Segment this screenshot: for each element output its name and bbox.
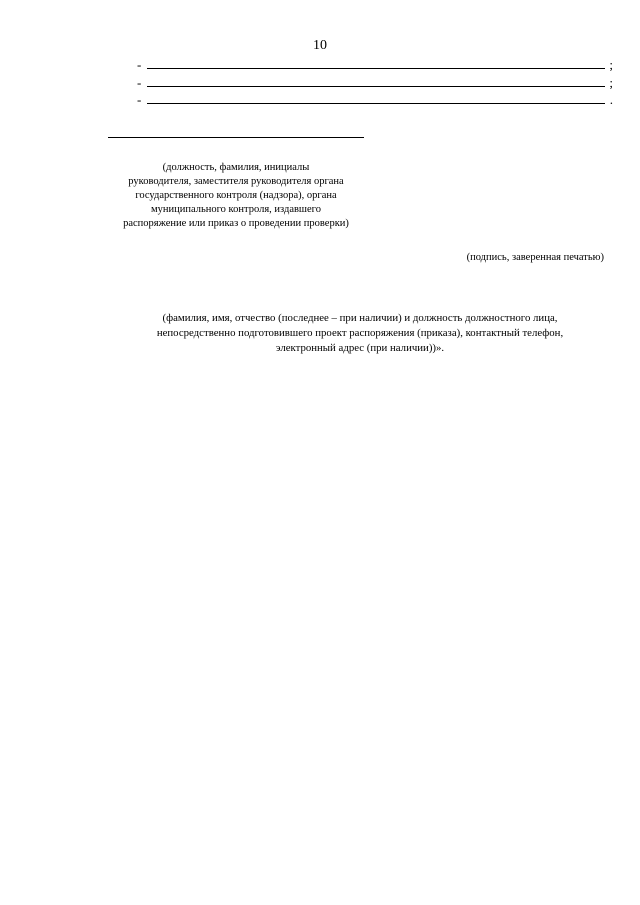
blank-list-line-3 [137,92,613,106]
caption-line: распоряжение или приказ о проведении проверки) [123,218,349,229]
caption-line: (должность, фамилия, инициалы [162,162,310,173]
caption-line: непосредственно подготовившего проект распоряжения (приказа), контактный телефон, [156,327,564,339]
caption-line: (фамилия, имя, отчество (последнее – при наличии) и должность должностного лица, [162,312,558,324]
blank-underline [147,103,605,104]
blank-underline [147,86,605,87]
blank-underline [147,68,605,69]
blank-list-line-1 [137,57,613,71]
caption-line: руководителя, заместителя руководителя органа [128,176,344,187]
signature-caption: (подпись, заверенная печатью) [466,252,604,263]
blank-list-line-2 [137,75,613,89]
signature-underline [108,137,364,138]
official-position-caption [100,161,372,231]
list-line-end: ; [609,75,613,90]
caption-line: государственного контроля (надзора), органа [135,190,337,201]
list-dash: - [137,92,142,107]
list-line-end: ; [609,57,613,72]
page-number: 10 [313,38,327,53]
list-dash: - [137,75,142,90]
caption-line: муниципального контроля, издавшего [151,204,321,215]
preparer-caption [100,311,620,356]
list-line-end: . [609,92,613,107]
caption-line: электронный адрес (при наличии))». [275,342,445,354]
list-dash: - [137,57,142,72]
